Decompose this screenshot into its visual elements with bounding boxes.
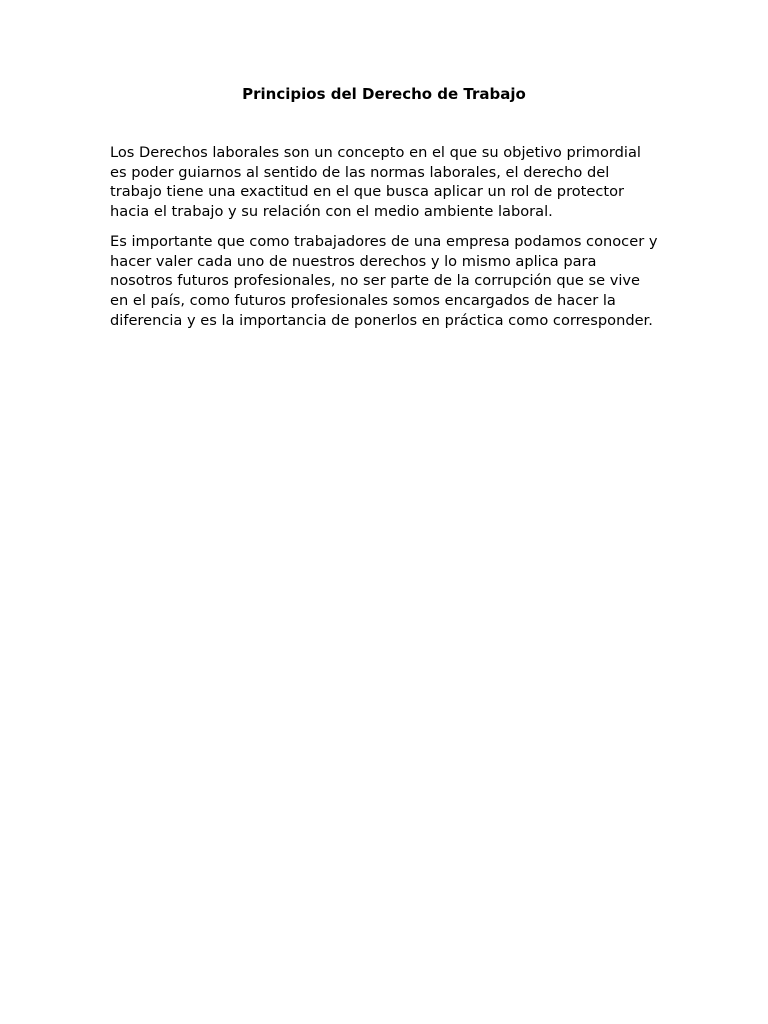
document-title: Principios del Derecho de Trabajo [242,85,526,103]
document-body [110,143,658,340]
paragraph-1: Los Derechos laborales son un concepto en el que su objetivo primordial es poder guiarnos al sentido de las normas laborales, el derecho del trabajo tiene una exactitud en el que busca aplicar un rol de protector hacia el trabajo y su relación con el medio ambiente laboral. [110,144,641,221]
paragraph-2: Es importante que como trabajadores de una empresa podamos conocer y hacer valer cada uno de nuestros derechos y lo mismo aplica para nosotros futuros profesionales, no ser parte de la corrupción que se vive en el país, como futuros profesionales somos encargados de hacer la diferencia y es la importancia de ponerlos en práctica como corresponder. [110,232,658,329]
